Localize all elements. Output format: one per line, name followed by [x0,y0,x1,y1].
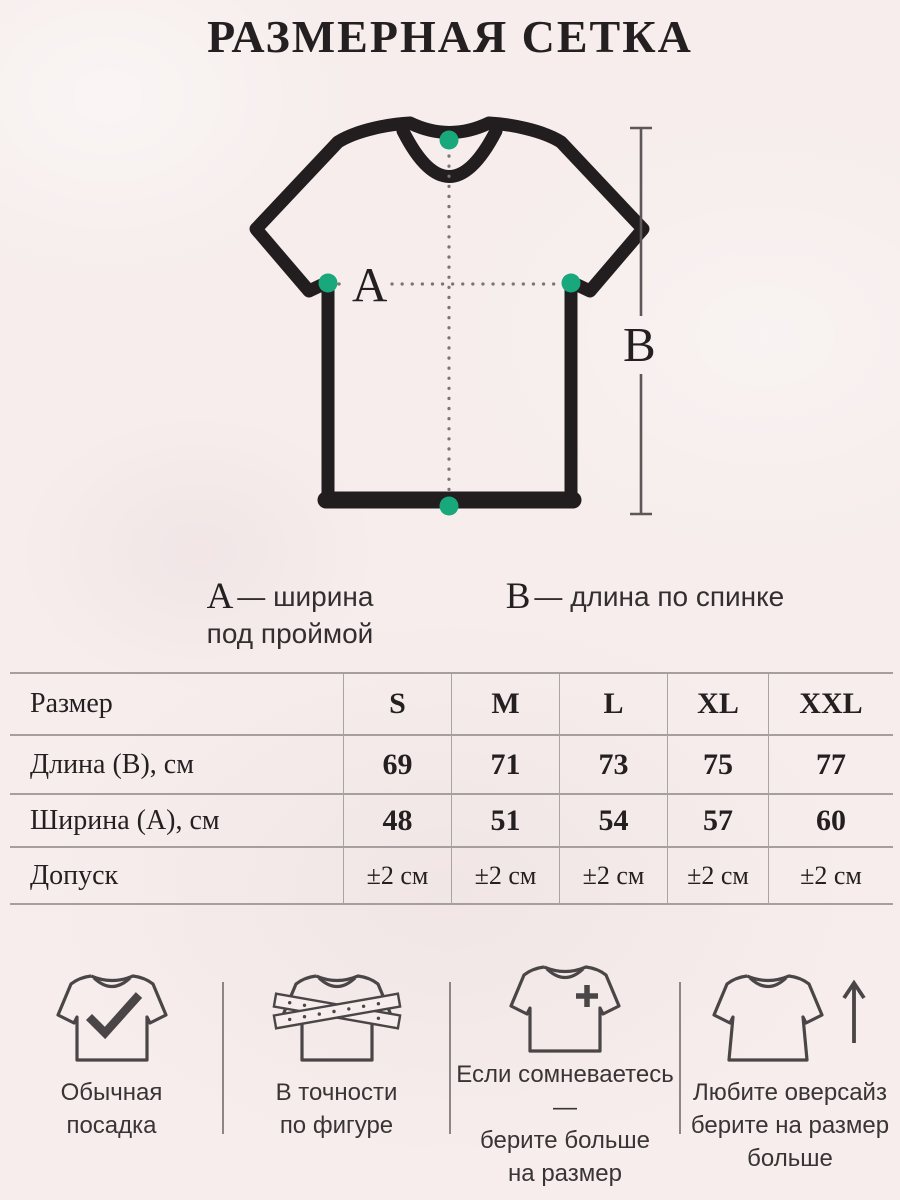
table-header-l: L [559,674,667,736]
tolerance-value-xl: ±2 см [667,848,768,905]
plus-mark [576,985,598,1007]
length-value-xl: 75 [667,736,768,795]
table-header-xl: XL [667,674,768,736]
length-label-b: B [623,317,656,372]
table-row-length-label: Длина (B), см [10,736,343,795]
tolerance-value-m: ±2 см [451,848,559,905]
legend-width-letter: A [206,576,234,617]
table-header-s: S [343,674,451,736]
fit-guide-divider [679,982,681,1134]
length-value-xxl: 77 [768,736,893,795]
legend-width [150,578,430,652]
tolerance-value-xxl: ±2 см [768,848,893,905]
fit-caption-line: Если сомневаетесь — [456,1061,674,1121]
fit-item-size-up [450,960,680,1190]
size-table [10,672,893,905]
table-header-xxl: XXL [768,674,893,736]
fit-caption-line: по фигуре [279,1112,394,1139]
table-row-tolerance-label: Допуск [10,848,343,905]
fit-guide-divider [222,982,224,1134]
width-value-xl: 57 [667,795,768,848]
fit-caption-line: Любите оверсайз [693,1079,887,1106]
check-mark [89,995,139,1033]
neck-marker-dot [440,131,459,150]
fit-caption-line: Обычная [60,1079,163,1106]
bottom-hem-dot [440,497,459,516]
tshirt-tape-icon [271,970,403,1066]
length-value-l: 73 [559,736,667,795]
tshirt-arrow-icon [710,970,870,1066]
fit-caption-line: берите больше [480,1127,650,1154]
up-arrow [844,983,864,1043]
page-title: РАЗМЕРНАЯ СЕТКА [207,11,693,62]
legend-length-letter: B [505,576,531,617]
legend-length [455,578,835,615]
tshirt-plus-icon [507,961,623,1057]
table-row-width-label: Ширина (A), см [10,795,343,848]
width-label-a: A [352,257,388,312]
width-value-m: 51 [451,795,559,848]
fit-caption-line: больше [747,1145,833,1172]
fit-item-exact [223,960,450,1190]
fit-guide-divider [449,982,451,1134]
right-armpit-dot [562,274,581,293]
tolerance-value-s: ±2 см [343,848,451,905]
width-value-xxl: 60 [768,795,893,848]
fit-item-regular [0,960,223,1190]
legend-length-text: — длина по спинке [534,581,785,612]
table-header-m: M [451,674,559,736]
length-value-s: 69 [343,736,451,795]
length-value-m: 71 [451,736,559,795]
legend-width-text-line2: под проймой [206,618,374,649]
legend-width-text: — ширина [237,581,374,612]
tolerance-value-l: ±2 см [559,848,667,905]
fit-caption-line: В точности [275,1079,398,1106]
width-value-s: 48 [343,795,451,848]
left-armpit-dot [319,274,338,293]
fit-caption-line: берите на размер [690,1112,890,1139]
table-header-size: Размер [10,674,343,736]
width-value-l: 54 [559,795,667,848]
fit-caption-line: на размер [508,1160,622,1187]
tshirt-check-icon [54,970,170,1066]
fit-caption-line: посадка [66,1112,157,1139]
fit-item-oversize [680,960,900,1190]
